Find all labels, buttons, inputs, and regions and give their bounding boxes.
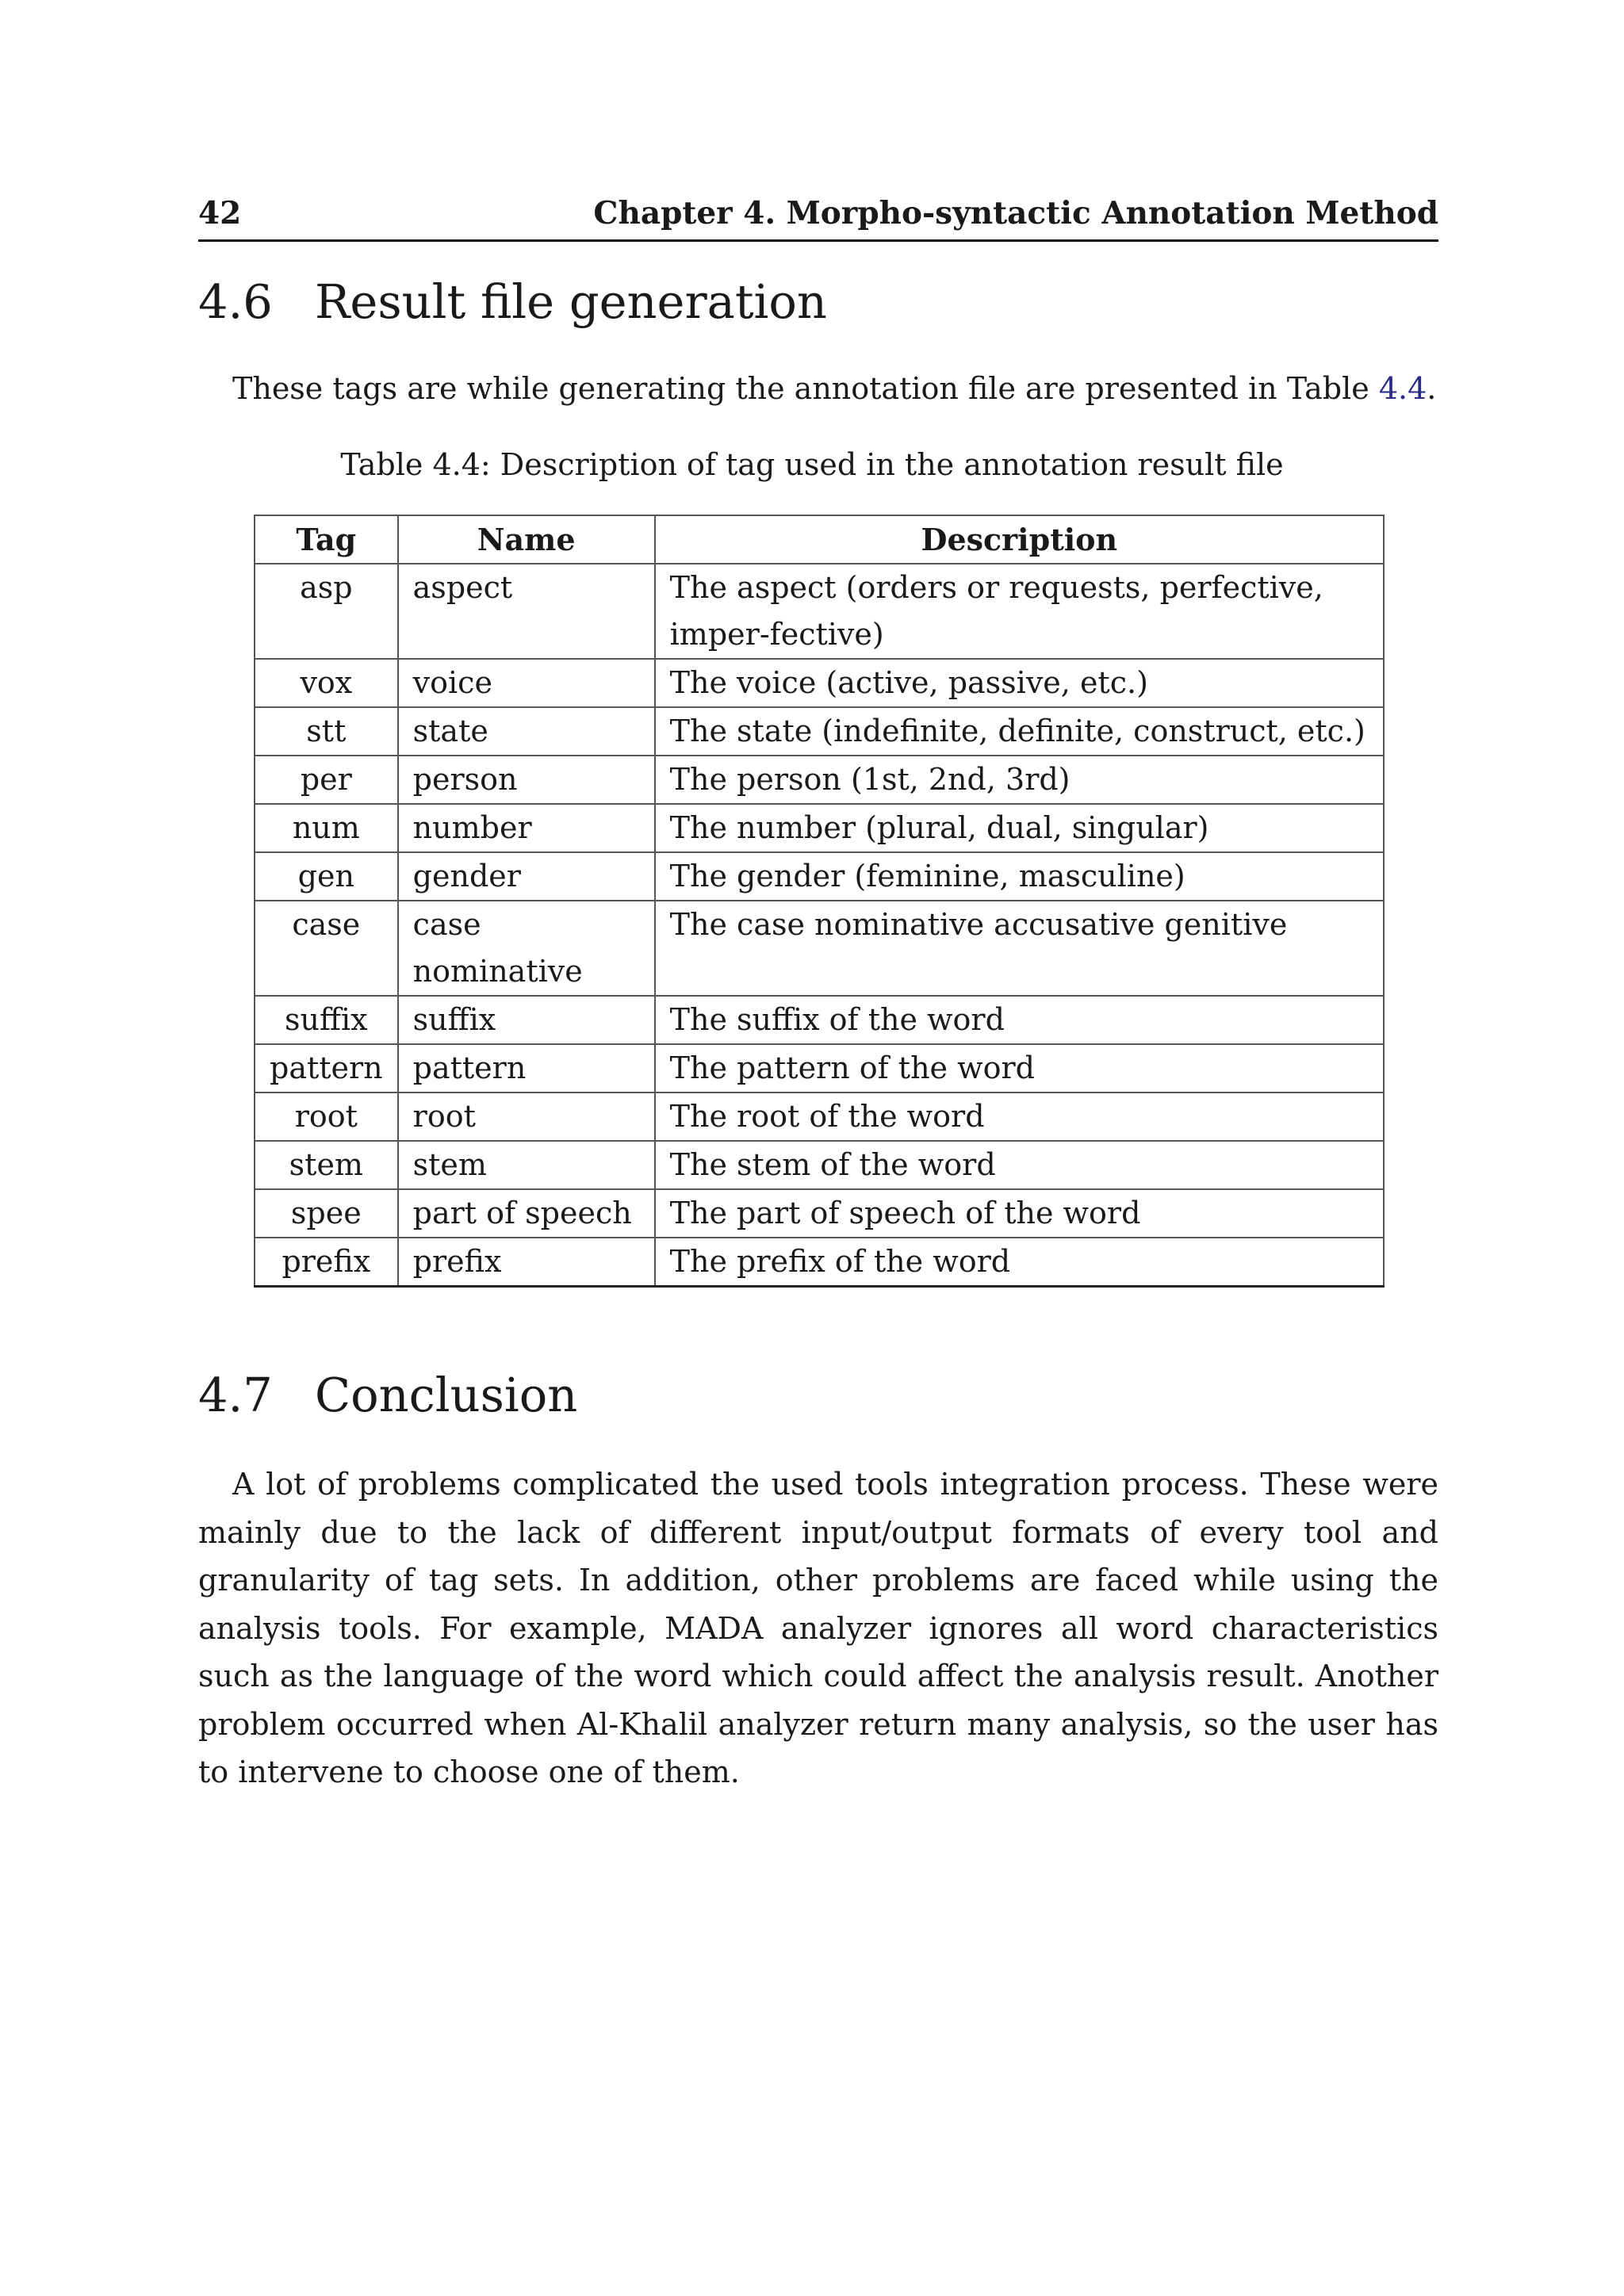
table-row — [255, 1189, 1384, 1238]
description-cell: The person (1st, 2nd, 3rd) — [655, 756, 1384, 804]
name-cell: root — [398, 1093, 655, 1141]
tag-cell: stem — [255, 1141, 398, 1189]
table-row — [255, 756, 1384, 804]
table-reference-link[interactable]: 4.4 — [1378, 371, 1427, 406]
name-cell: part of speech — [398, 1189, 655, 1238]
table-caption: Table 4.4: Description of tag used in the annotation result file — [340, 447, 1284, 482]
description-cell: The case nominative accusative genitive — [655, 901, 1384, 996]
name-cell: state — [398, 707, 655, 756]
intro-paragraph — [198, 371, 1438, 406]
name-cell: case nominative — [398, 901, 655, 996]
table-row — [255, 996, 1384, 1044]
tag-cell: root — [255, 1093, 398, 1141]
table-row — [255, 804, 1384, 852]
section-heading-conclusion — [198, 1368, 577, 1422]
name-cell: pattern — [398, 1044, 655, 1093]
section-title: Result file generation — [315, 274, 827, 329]
tag-cell: vox — [255, 659, 398, 707]
table-row — [255, 1044, 1384, 1093]
description-cell: The root of the word — [655, 1093, 1384, 1141]
conclusion-paragraph — [198, 1460, 1438, 1797]
table-header-row — [255, 515, 1384, 564]
name-cell: aspect — [398, 564, 655, 659]
name-cell: person — [398, 756, 655, 804]
section-number: 4.7 — [198, 1368, 273, 1422]
tag-cell: pattern — [255, 1044, 398, 1093]
table-row — [255, 707, 1384, 756]
tag-cell: num — [255, 804, 398, 852]
name-cell: stem — [398, 1141, 655, 1189]
description-cell: The prefix of the word — [655, 1238, 1384, 1287]
table-row — [255, 564, 1384, 659]
description-cell: The gender (feminine, masculine) — [655, 852, 1384, 901]
description-cell: The pattern of the word — [655, 1044, 1384, 1093]
description-cell: The stem of the word — [655, 1141, 1384, 1189]
table-row — [255, 659, 1384, 707]
description-cell: The number (plural, dual, singular) — [655, 804, 1384, 852]
table-row — [255, 1093, 1384, 1141]
running-header — [198, 190, 1438, 242]
table-row — [255, 1141, 1384, 1189]
column-header-description: Description — [655, 515, 1384, 564]
name-cell: voice — [398, 659, 655, 707]
intro-period: . — [1427, 371, 1437, 406]
intro-text: These tags are while generating the annotation file are presented in Table — [232, 371, 1379, 406]
description-cell: The suffix of the word — [655, 996, 1384, 1044]
tag-cell: gen — [255, 852, 398, 901]
tag-cell: per — [255, 756, 398, 804]
name-cell: suffix — [398, 996, 655, 1044]
section-title: Conclusion — [315, 1368, 578, 1422]
column-header-name: Name — [398, 515, 655, 564]
section-number: 4.6 — [198, 274, 273, 329]
table-row — [255, 852, 1384, 901]
chapter-title: Chapter 4. Morpho-syntactic Annotation Method — [593, 195, 1438, 232]
tag-cell: spee — [255, 1189, 398, 1238]
tag-cell: prefix — [255, 1238, 398, 1287]
table-row — [255, 1238, 1384, 1287]
table-row — [255, 901, 1384, 996]
section-heading-result-file-generation — [198, 274, 827, 329]
description-cell: The voice (active, passive, etc.) — [655, 659, 1384, 707]
conclusion-text: A lot of problems complicated the used tools integration process. These were mainly due to the lack of different input/output formats of every tool and granularity of tag sets. In addition, other problems are faced while using the analysis tools. For example, MADA analyzer ignores all word characteristics such as the language of the word which could affect the analysis result. Another problem occurred when Al-Khalil analyzer return many analysis, so the user has to intervene to choose one of them. — [198, 1467, 1438, 1789]
tag-description-table — [254, 515, 1385, 1288]
tag-cell: stt — [255, 707, 398, 756]
name-cell: number — [398, 804, 655, 852]
description-cell: The aspect (orders or requests, perfective, imper-fective) — [655, 564, 1384, 659]
name-cell: prefix — [398, 1238, 655, 1287]
table-body — [255, 564, 1384, 1287]
name-cell: gender — [398, 852, 655, 901]
tag-cell: asp — [255, 564, 398, 659]
column-header-tag: Tag — [255, 515, 398, 564]
tag-cell: case — [255, 901, 398, 996]
description-cell: The part of speech of the word — [655, 1189, 1384, 1238]
page-number: 42 — [198, 195, 242, 232]
tag-cell: suffix — [255, 996, 398, 1044]
description-cell: The state (indefinite, definite, construct, etc.) — [655, 707, 1384, 756]
